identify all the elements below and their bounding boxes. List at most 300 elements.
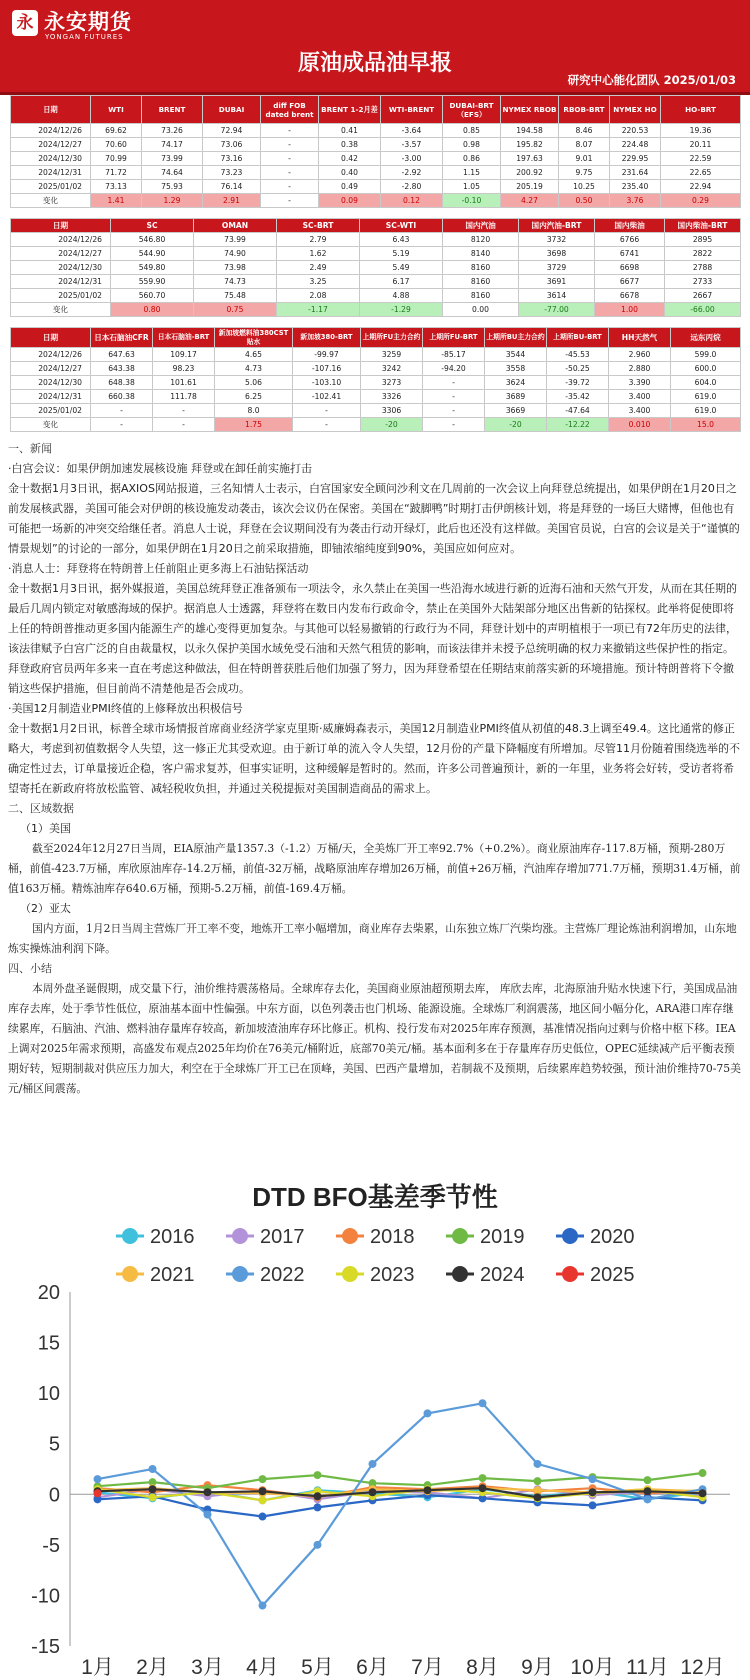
- x-axis: [70, 1494, 730, 1679]
- change-cell: -: [423, 418, 485, 432]
- data-point-2019: [314, 1471, 322, 1479]
- table-cell: 200.92: [501, 166, 559, 180]
- y-tick-label: 15: [37, 1332, 60, 1355]
- row-date: 2024/12/30: [11, 376, 91, 390]
- row-date: 2024/12/26: [11, 124, 91, 138]
- table-cell: 3691: [519, 275, 595, 289]
- change-cell: 1.00: [595, 303, 665, 317]
- table-cell: 69.62: [91, 124, 142, 138]
- column-header: 上期所FU-BRT: [423, 328, 485, 348]
- table-cell: 3732: [519, 233, 595, 247]
- table-cell: 224.48: [610, 138, 661, 152]
- table-cell: 9.75: [559, 166, 610, 180]
- table-cell: 4.65: [215, 348, 293, 362]
- change-cell: -1.29: [360, 303, 443, 317]
- crude-price-table: [10, 95, 741, 208]
- x-tick-label: 2月: [136, 1656, 169, 1679]
- table-cell: -: [261, 152, 319, 166]
- table-row: [11, 152, 741, 166]
- row-date: 2024/12/30: [11, 261, 111, 275]
- table-cell: -99.97: [293, 348, 361, 362]
- table-cell: 205.19: [501, 180, 559, 194]
- table-cell: 8160: [443, 275, 519, 289]
- table-cell: 74.17: [142, 138, 203, 152]
- table-cell: 10.25: [559, 180, 610, 194]
- column-header: 上期所BU-BRT: [547, 328, 609, 348]
- table-row: [11, 166, 741, 180]
- data-point-2022: [644, 1495, 652, 1503]
- table-cell: 6.43: [360, 233, 443, 247]
- table-cell: 0.40: [319, 166, 381, 180]
- table-cell: -47.64: [547, 404, 609, 418]
- table-cell: 0.41: [319, 124, 381, 138]
- table-cell: 76.14: [203, 180, 261, 194]
- table-row: [11, 180, 741, 194]
- table-cell: 4.73: [215, 362, 293, 376]
- data-point-2024: [699, 1489, 707, 1497]
- column-header: 日期: [11, 96, 91, 124]
- change-cell: -: [293, 418, 361, 432]
- table-cell: 3273: [361, 376, 423, 390]
- region-apac-body: 国内方面，1月2日当周主营炼厂开工率不变，地炼开工率小幅增加，商业库存去柴累，山东独立炼厂汽柴均涨。主营炼厂理论炼油利润增加，山东地炼实操炼油利润下降。: [8, 922, 737, 955]
- column-header: WTI: [91, 96, 142, 124]
- change-label: 变化: [11, 194, 91, 208]
- table-cell: -: [293, 404, 361, 418]
- table-cell: 1.62: [277, 247, 360, 261]
- data-point-2023: [259, 1496, 267, 1504]
- table-cell: 2.79: [277, 233, 360, 247]
- x-tick-label: 3月: [191, 1656, 224, 1679]
- x-tick-label: 5月: [301, 1656, 334, 1679]
- team-date: 研究中心能化团队 2025/01/03: [567, 73, 736, 87]
- table-cell: 229.95: [610, 152, 661, 166]
- x-tick-label: 10月: [570, 1656, 615, 1679]
- x-tick-label: 1月: [81, 1656, 114, 1679]
- table-cell: 2733: [665, 275, 741, 289]
- news-1-body: 金十数据1月3日讯，据AXIOS网站报道，三名知情人士表示，白宫国家安全顾问沙利文在几周前的一次会议上向拜登总统提出，如果伊朗在1月20日之前发展核武器，美国可能会对伊朗的核设施发动袭击，该次会议仍在保密。美国在“跛脚鸭”时期打击伊朗核计划，将是拜登的一场巨大赌博，但他也有可能把一场新的冲突交给继任者。消息人士说，拜登在会议期间没有为袭击行动开绿灯，此后也还没有这样做。美国官员说，白宫的会议是关于“谨慎的情景规划”的讨论的一部分，如果伊朗在1月20日之前采取措施，即铀浓缩纯度到90%，美国应如何应对。: [8, 482, 740, 555]
- table-cell: -: [261, 138, 319, 152]
- table-cell: 0.38: [319, 138, 381, 152]
- logo-english: YONGAN FUTURES: [45, 33, 124, 41]
- table-cell: 73.99: [194, 233, 277, 247]
- change-cell: 0.29: [661, 194, 741, 208]
- data-point-2024: [314, 1492, 322, 1500]
- y-tick-label: -10: [31, 1585, 60, 1608]
- chart-series: [94, 1399, 707, 1609]
- table-cell: 74.73: [194, 275, 277, 289]
- legend-label: 2016: [150, 1226, 195, 1248]
- table-cell: 73.16: [203, 152, 261, 166]
- table-cell: 231.64: [610, 166, 661, 180]
- change-row: [11, 194, 741, 208]
- legend-label: 2021: [150, 1264, 195, 1286]
- table-cell: 19.36: [661, 124, 741, 138]
- column-header: 国内汽油: [443, 219, 519, 233]
- data-point-2022: [424, 1409, 432, 1417]
- data-point-2022: [259, 1602, 267, 1610]
- data-point-2022: [149, 1465, 157, 1473]
- news-2-body: 金十数据1月3日讯，据外媒报道，美国总统拜登正准备颁布一项法令，永久禁止在美国一些沿海水域进行新的近海石油和天然气开发，从而在其任期的最后几周内锁定对敏感海域的保护。据消息人士透露，拜登将在数日内发布行政命令，禁止在美国外大陆架部分地区出售新的钻探权。此举将促使即将上任的特朗普推动更多国内能源生产的雄心变得更加复杂。与其他可以轻易撤销的行政行为不同，拜登计划中的声明植根于一项已有72年历史的法律，该法律赋予白宫广泛的自由裁量权，以永久保护美国水域免受石油和天然气租赁的影响，而该法律并未授予总统明确的权力来撤销这些保护性的指定。拜登政府官员两年多来一直在考虑这种做法，但在特朗普获胜后他们加强了努力，因为拜登希望在任期结束前落实新的环境措施。预计特朗普将下令撤销这些保护措施，但目前尚不清楚他是否会成功。: [8, 582, 737, 695]
- data-point-2019: [479, 1474, 487, 1482]
- table-cell: 8160: [443, 261, 519, 275]
- table-cell: 73.26: [142, 124, 203, 138]
- data-point-2025: [94, 1489, 102, 1497]
- table-cell: 2788: [665, 261, 741, 275]
- table-cell: 0.98: [443, 138, 501, 152]
- x-tick-label: 12月: [680, 1656, 725, 1679]
- data-point-2019: [644, 1476, 652, 1484]
- data-point-2019: [534, 1477, 542, 1485]
- table-cell: 3729: [519, 261, 595, 275]
- section-region-heading: 二、区域数据: [8, 802, 74, 815]
- table-cell: -103.10: [293, 376, 361, 390]
- table-cell: 20.11: [661, 138, 741, 152]
- naphtha-fuel-table: [10, 327, 741, 432]
- table-cell: 5.49: [360, 261, 443, 275]
- table-cell: 9.01: [559, 152, 610, 166]
- region-us-body: 截至2024年12月27日当周，EIA原油产量1357.3（-1.2）万桶/天，全美炼厂开工率92.7%（+0.2%）。商业原油库存-117.8万桶，预期-280万桶，前值-423.7万桶，库欣原油库存-14.2万桶，前值-32万桶，战略原油库存增加26万桶，前值+26万桶，汽油库存增加771.7万桶，预期31.4万桶，前值163万桶。精炼油库存640.6万桶，预期-5.2万桶，前值-169.4万桶。: [8, 842, 741, 895]
- change-cell: -20: [485, 418, 547, 432]
- table-cell: 73.98: [194, 261, 277, 275]
- column-header: HO-BRT: [661, 96, 741, 124]
- legend-label: 2018: [370, 1226, 415, 1248]
- table-cell: 73.13: [91, 180, 142, 194]
- table-cell: 75.93: [142, 180, 203, 194]
- data-point-2022: [479, 1399, 487, 1407]
- table-row: [11, 275, 741, 289]
- column-header: 日期: [11, 328, 91, 348]
- section-summary-heading: 四、小结: [8, 962, 52, 975]
- data-point-2022: [204, 1511, 212, 1519]
- table-cell: 643.38: [91, 362, 153, 376]
- row-date: 2024/12/31: [11, 390, 91, 404]
- table-cell: 2895: [665, 233, 741, 247]
- news-3-title: ·美国12月制造业PMI终值的上修释放出积极信号: [8, 702, 243, 715]
- table-cell: 22.65: [661, 166, 741, 180]
- data-point-2022: [314, 1541, 322, 1549]
- table-cell: 648.38: [91, 376, 153, 390]
- data-point-2024: [149, 1485, 157, 1493]
- data-point-2020: [589, 1501, 597, 1509]
- report-header: [0, 0, 750, 95]
- table-row: [11, 233, 741, 247]
- table-cell: 98.23: [153, 362, 215, 376]
- table-cell: 73.99: [142, 152, 203, 166]
- column-header: 日本石脑油CFR: [91, 328, 153, 348]
- x-tick-label: 7月: [411, 1656, 444, 1679]
- table-cell: 195.82: [501, 138, 559, 152]
- y-tick-label: 10: [37, 1383, 60, 1406]
- table-cell: 0.49: [319, 180, 381, 194]
- news-3-body: 金十数据1月2日讯，标普全球市场情报首席商业经济学家克里斯·威廉姆森表示，美国12月制造业PMI终值从初值的48.3上调至49.4。这比通常的修正略大，考虑到初值数据令人失望，这一修正尤其受欢迎。由于新订单的流入令人失望，12月份的产量下降幅度有所增加。尽管11月份随着围绕选举的不确定性过去，订单量接近企稳，客户需求复苏，但事实证明，这种缓解是暂时的。然而，许多公司普遍预计，新的一年里，业务将会好转，受访者将希望寄托在新政府将放松监管、减轻税收负担，并通过关税提振对美国制造商品的需求上。: [8, 722, 740, 795]
- column-header: HH天然气: [609, 328, 671, 348]
- table-cell: -3.00: [381, 152, 443, 166]
- column-header: 国内柴油-BRT: [665, 219, 741, 233]
- table-cell: -50.25: [547, 362, 609, 376]
- data-point-2024: [589, 1488, 597, 1496]
- news-2-title: ·消息人士：拜登将在特朗普上任前阻止更多海上石油钻探活动: [8, 562, 309, 575]
- row-date: 2024/12/31: [11, 275, 111, 289]
- change-label: 变化: [11, 303, 111, 317]
- change-cell: -: [91, 418, 153, 432]
- table-cell: 74.64: [142, 166, 203, 180]
- legend-label: 2025: [590, 1264, 635, 1286]
- table-cell: -: [423, 376, 485, 390]
- column-header: 新加坡燃料油380CST贴水: [215, 328, 293, 348]
- data-point-2024: [369, 1488, 377, 1496]
- table-cell: 6698: [595, 261, 665, 275]
- row-date: 2024/12/26: [11, 348, 91, 362]
- table-cell: 5.06: [215, 376, 293, 390]
- table-cell: 6766: [595, 233, 665, 247]
- x-tick-label: 9月: [521, 1656, 554, 1679]
- change-label: 变化: [11, 418, 91, 432]
- change-cell: -66.00: [665, 303, 741, 317]
- data-point-2020: [259, 1513, 267, 1521]
- table-cell: 599.0: [671, 348, 741, 362]
- table-cell: 619.0: [671, 404, 741, 418]
- table-cell: 194.58: [501, 124, 559, 138]
- table-cell: 549.80: [111, 261, 194, 275]
- table-cell: -2.92: [381, 166, 443, 180]
- table-cell: 75.48: [194, 289, 277, 303]
- table-cell: 71.72: [91, 166, 142, 180]
- table-row: [11, 376, 741, 390]
- change-cell: -12.22: [547, 418, 609, 432]
- table-cell: 2.960: [609, 348, 671, 362]
- table-cell: -94.20: [423, 362, 485, 376]
- table-cell: -35.42: [547, 390, 609, 404]
- table-cell: 619.0: [671, 390, 741, 404]
- table-cell: 5.19: [360, 247, 443, 261]
- column-header: DUBAI: [203, 96, 261, 124]
- legend-label: 2022: [260, 1264, 305, 1286]
- x-tick-label: 4月: [246, 1656, 279, 1679]
- news-1-title: ·白宫会议：如果伊朗加速发展核设施 拜登或在卸任前实施打击: [8, 462, 312, 475]
- change-cell: 1.29: [142, 194, 203, 208]
- table-cell: 197.63: [501, 152, 559, 166]
- table-cell: -3.57: [381, 138, 443, 152]
- column-header: 国内汽油-BRT: [519, 219, 595, 233]
- table-cell: 6.17: [360, 275, 443, 289]
- table-cell: 74.90: [194, 247, 277, 261]
- data-point-2020: [314, 1503, 322, 1511]
- row-date: 2024/12/27: [11, 362, 91, 376]
- data-point-2024: [644, 1487, 652, 1495]
- table-cell: 3326: [361, 390, 423, 404]
- table-cell: 70.60: [91, 138, 142, 152]
- column-header: RBOB-BRT: [559, 96, 610, 124]
- report-body: [8, 439, 742, 1099]
- column-header: WTI-BRENT: [381, 96, 443, 124]
- logo-mark: 永: [12, 10, 38, 36]
- table-cell: 2822: [665, 247, 741, 261]
- table-cell: 8160: [443, 289, 519, 303]
- table-cell: 0.85: [443, 124, 501, 138]
- table-row: [11, 261, 741, 275]
- table-cell: 22.94: [661, 180, 741, 194]
- table-cell: 660.38: [91, 390, 153, 404]
- change-cell: 4.27: [501, 194, 559, 208]
- change-cell: 0.00: [443, 303, 519, 317]
- table-cell: 546.80: [111, 233, 194, 247]
- section-news-heading: 一、新闻: [8, 442, 52, 455]
- table-row: [11, 348, 741, 362]
- table-cell: -45.53: [547, 348, 609, 362]
- chart-legend: [116, 1226, 635, 1286]
- column-header: OMAN: [194, 219, 277, 233]
- change-cell: 1.75: [215, 418, 293, 432]
- table-cell: 220.53: [610, 124, 661, 138]
- dtd-bfo-seasonal-chart: [0, 1168, 750, 1680]
- y-tick-label: 5: [48, 1433, 60, 1456]
- table-row: [11, 247, 741, 261]
- column-header: 日期: [11, 219, 111, 233]
- table-cell: 3689: [485, 390, 547, 404]
- table-cell: 3.25: [277, 275, 360, 289]
- table-cell: 600.0: [671, 362, 741, 376]
- legend-label: 2017: [260, 1226, 305, 1248]
- data-point-2024: [534, 1493, 542, 1501]
- data-point-2024: [204, 1488, 212, 1496]
- change-cell: 15.0: [671, 418, 741, 432]
- table-cell: 6677: [595, 275, 665, 289]
- column-header: BRENT: [142, 96, 203, 124]
- table-cell: 3242: [361, 362, 423, 376]
- table-cell: 3.390: [609, 376, 671, 390]
- region-apac-heading: （2）亚太: [20, 902, 71, 915]
- data-point-2024: [479, 1484, 487, 1492]
- data-point-2021: [534, 1486, 542, 1494]
- change-cell: -: [261, 194, 319, 208]
- table-cell: 2.880: [609, 362, 671, 376]
- change-cell: 2.91: [203, 194, 261, 208]
- change-cell: -0.10: [443, 194, 501, 208]
- change-cell: 0.80: [111, 303, 194, 317]
- row-date: 2025/01/02: [11, 404, 91, 418]
- change-cell: -20: [361, 418, 423, 432]
- table-cell: 3544: [485, 348, 547, 362]
- column-header: 上期所BU主力合约: [485, 328, 547, 348]
- change-cell: -1.17: [277, 303, 360, 317]
- table-cell: 3614: [519, 289, 595, 303]
- table-cell: 559.90: [111, 275, 194, 289]
- table-cell: 8120: [443, 233, 519, 247]
- table-cell: 2.08: [277, 289, 360, 303]
- table-cell: 3558: [485, 362, 547, 376]
- table-cell: 109.17: [153, 348, 215, 362]
- table-cell: -: [91, 404, 153, 418]
- column-header: 上期所FU主力合约: [361, 328, 423, 348]
- change-cell: 0.12: [381, 194, 443, 208]
- column-header: NYMEX HO: [610, 96, 661, 124]
- table-cell: 647.63: [91, 348, 153, 362]
- column-header: SC-WTI: [360, 219, 443, 233]
- table-cell: 8.07: [559, 138, 610, 152]
- table-row: [11, 138, 741, 152]
- change-cell: 0.010: [609, 418, 671, 432]
- change-cell: -: [153, 418, 215, 432]
- column-header: 国内柴油: [595, 219, 665, 233]
- table-cell: 6.25: [215, 390, 293, 404]
- table-cell: 6678: [595, 289, 665, 303]
- change-cell: 0.75: [194, 303, 277, 317]
- region-us-heading: （1）美国: [20, 822, 71, 835]
- table-row: [11, 362, 741, 376]
- logo-name: 永安期货: [44, 10, 132, 34]
- data-point-2022: [589, 1475, 597, 1483]
- table-cell: 3.400: [609, 404, 671, 418]
- table-cell: 3624: [485, 376, 547, 390]
- table-row: [11, 404, 741, 418]
- table-cell: 3669: [485, 404, 547, 418]
- table-cell: 111.78: [153, 390, 215, 404]
- change-cell: 3.76: [610, 194, 661, 208]
- table-cell: 2667: [665, 289, 741, 303]
- table-cell: 8.0: [215, 404, 293, 418]
- data-point-2019: [699, 1469, 707, 1477]
- change-cell: -77.00: [519, 303, 595, 317]
- table-cell: 235.40: [610, 180, 661, 194]
- data-point-2022: [94, 1475, 102, 1483]
- table-cell: -85.17: [423, 348, 485, 362]
- table-row: [11, 124, 741, 138]
- row-date: 2024/12/30: [11, 152, 91, 166]
- table-cell: 8.46: [559, 124, 610, 138]
- table-cell: -: [423, 390, 485, 404]
- table-cell: 4.88: [360, 289, 443, 303]
- row-date: 2024/12/27: [11, 138, 91, 152]
- column-header: 日本石脑油-BRT: [153, 328, 215, 348]
- table-row: [11, 390, 741, 404]
- column-header: BRENT 1-2月差: [319, 96, 381, 124]
- change-cell: 1.41: [91, 194, 142, 208]
- table-cell: -: [261, 180, 319, 194]
- table-cell: 72.94: [203, 124, 261, 138]
- x-tick-label: 6月: [356, 1656, 389, 1679]
- change-cell: 0.09: [319, 194, 381, 208]
- column-header: diff FOB dated brent: [261, 96, 319, 124]
- x-tick-label: 11月: [626, 1656, 669, 1679]
- column-header: SC: [111, 219, 194, 233]
- x-tick-label: 8月: [466, 1656, 499, 1679]
- row-date: 2024/12/27: [11, 247, 111, 261]
- table-cell: 604.0: [671, 376, 741, 390]
- data-point-2024: [259, 1487, 267, 1495]
- column-header: NYMEX RBOB: [501, 96, 559, 124]
- y-tick-label: 20: [37, 1282, 60, 1304]
- y-axis: [31, 1282, 70, 1658]
- table-cell: 560.70: [111, 289, 194, 303]
- table-cell: -: [423, 404, 485, 418]
- table-cell: 0.42: [319, 152, 381, 166]
- column-header: DUBAI-BRT（EFS）: [443, 96, 501, 124]
- table-cell: 3259: [361, 348, 423, 362]
- legend-label: 2024: [480, 1264, 525, 1286]
- table-cell: -2.80: [381, 180, 443, 194]
- report-title: 原油成品油早报: [297, 51, 452, 76]
- table-cell: 1.05: [443, 180, 501, 194]
- y-tick-label: -5: [42, 1534, 60, 1557]
- change-cell: 0.50: [559, 194, 610, 208]
- y-tick-label: 0: [48, 1484, 60, 1507]
- sc-domestic-table: [10, 218, 741, 317]
- table-cell: -39.72: [547, 376, 609, 390]
- table-cell: 3.400: [609, 390, 671, 404]
- table-cell: 73.06: [203, 138, 261, 152]
- table-cell: 2.49: [277, 261, 360, 275]
- table-cell: -: [261, 166, 319, 180]
